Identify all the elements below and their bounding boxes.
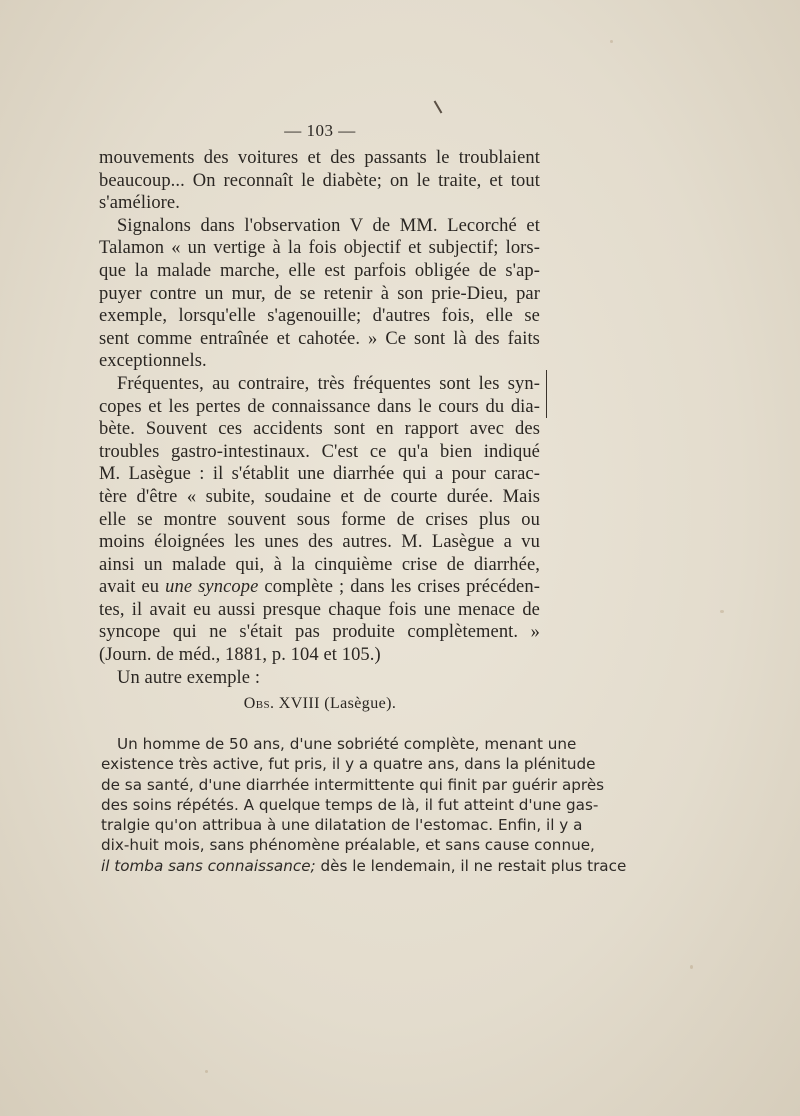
text-line: que la malade marche, elle est parfois obligée de s'ap- (99, 260, 540, 281)
italic-phrase: une syncope (165, 577, 259, 598)
paper-speck (205, 1070, 208, 1073)
text-line: Talamon « un vertige à la fois objectif et subjectif; lors- (99, 238, 540, 259)
page-number: — 103 — (284, 121, 356, 140)
paper-speck (690, 965, 693, 969)
text-line: s'améliore. (99, 193, 180, 214)
obs-line: tralgie qu'on attribua à une dilatation de l'estomac. Enfin, il y a (101, 816, 583, 835)
text-line: syncope qui ne s'était pas produite complètement. » (99, 622, 540, 643)
text-line: exceptionnels. (99, 351, 207, 372)
text-span: dès le lendemain, il ne restait plus trace (320, 856, 627, 875)
text-line: puyer contre un mur, de se retenir à son prie-Dieu, par (99, 283, 540, 304)
text-line: Fréquentes, au contraire, très fréquentes sont les syn- (117, 373, 540, 394)
text-line: Un autre exemple : (117, 667, 261, 688)
paper-speck (720, 610, 724, 613)
text-line: M. Lasègue : il s'établit une diarrhée qui a pour carac- (99, 464, 540, 485)
paper-speck (610, 40, 613, 43)
text-line: ainsi un malade qui, à la cinquième crise de diarrhée, (99, 554, 540, 575)
text-line: troubles gastro-intestinaux. C'est ce qu'a bien indiqué (99, 441, 540, 462)
observation-label: Obs. (243, 695, 275, 712)
text-line: sent comme entraînée et cahotée. » Ce sont là des faits (99, 328, 540, 349)
text-line: tère d'être « subite, soudaine et de courte durée. Mais (99, 486, 540, 507)
pencil-mark (434, 100, 443, 113)
margin-bracket (538, 370, 547, 418)
text-line: bète. Souvent ces accidents sont en rapport avec des (99, 419, 540, 440)
text-line: Signalons dans l'observation V de MM. Lecorché et (117, 215, 540, 236)
obs-line: Un homme de 50 ans, d'une sobriété complète, menant une (117, 735, 577, 753)
text-line: (Journ. de méd., 1881, p. 104 et 105.) (99, 645, 381, 666)
observation-title: XVIII (Lasègue). (278, 695, 397, 712)
text-line: beaucoup... On reconnaît le diabète; on le traite, et tout (99, 170, 540, 191)
main-text (99, 147, 540, 689)
text-line: exemple, lorsqu'elle s'agenouille; d'autres fois, elle se (99, 306, 540, 327)
text-line: elle se montre souvent sous forme de crises plus ou (99, 509, 540, 530)
text-line: mouvements des voitures et des passants le troublaient (99, 148, 540, 168)
text-line: tes, il avait eu aussi presque chaque fois une menace de (99, 599, 540, 620)
observation-heading (0, 695, 640, 713)
text-line: moins éloignées les unes des autres. M. Lasègue a vu (99, 532, 540, 553)
obs-line: de sa santé, d'une diarrhée intermittente qui finit par guérir après (101, 775, 605, 794)
obs-line-with-italic (101, 856, 627, 876)
text-line: copes et les pertes de connaissance dans le cours du dia- (99, 396, 540, 417)
text-span: complète ; dans les crises précéden- (258, 577, 540, 598)
text-line-with-italic (99, 576, 540, 599)
obs-line: des soins répétés. A quelque temps de là, il fut atteint d'une gas- (101, 795, 599, 814)
obs-line: existence très active, fut pris, il y a quatre ans, dans la plénitude (101, 755, 596, 774)
text-span: avait eu (99, 577, 166, 598)
observation-text (101, 734, 627, 876)
obs-line: dix-huit mois, sans phénomène préalable, et sans cause connue, (101, 836, 595, 855)
italic-phrase: il tomba sans connaissance; (101, 856, 316, 875)
